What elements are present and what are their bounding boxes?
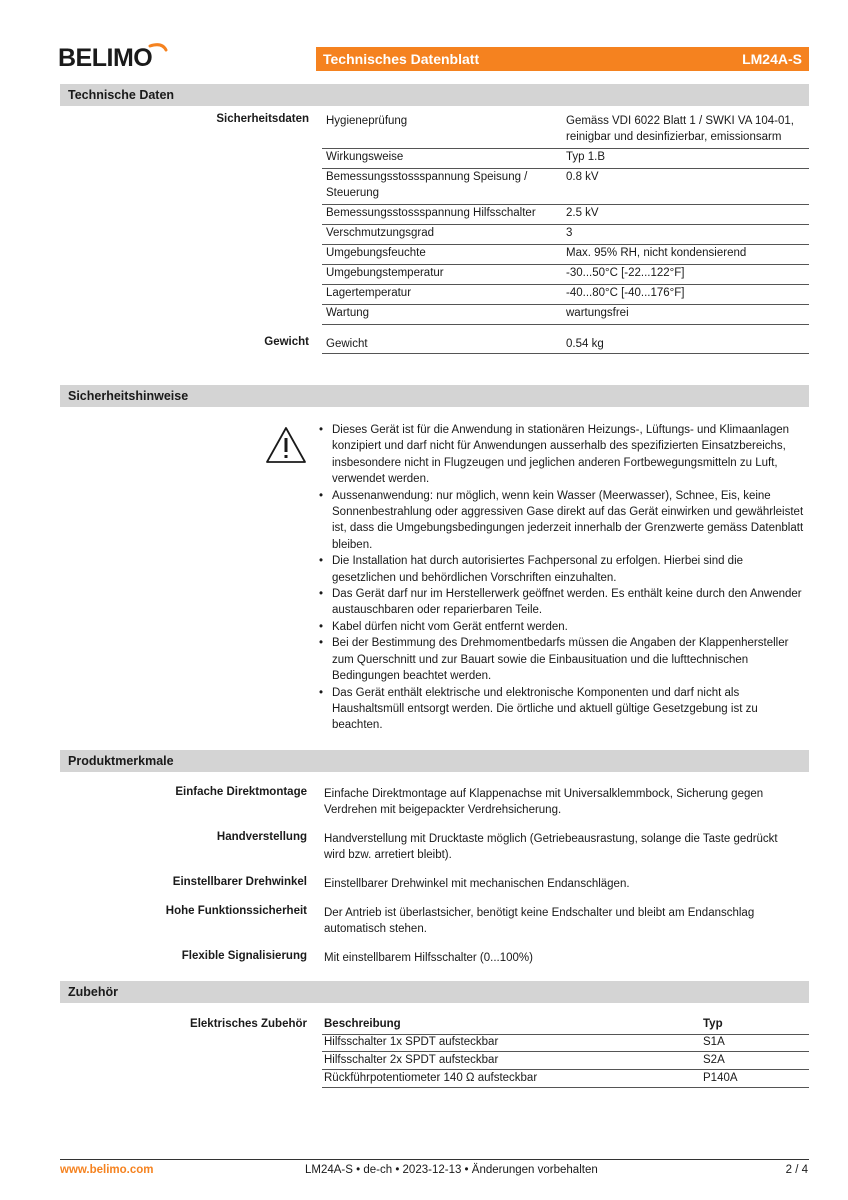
feature-description: Einstellbarer Drehwinkel mit mechanischen Endanschlägen. bbox=[324, 878, 630, 890]
safety-note-item: • Die Installation hat durch autorisiertes Fachpersonal zu erfolgen. Hierbei sind die gesetzlichen und behördlichen Vorschriften einzuhalten. bbox=[318, 553, 808, 586]
technical-data-row bbox=[322, 285, 809, 305]
accessory-type: P140A bbox=[703, 1072, 738, 1084]
technical-data-row bbox=[322, 265, 809, 285]
accessory-description: Hilfsschalter 2x SPDT aufsteckbar bbox=[324, 1054, 499, 1066]
technical-data-key: Bemessungsstossspannung Hilfsschalter bbox=[326, 207, 536, 219]
model-number: LM24A-S bbox=[742, 51, 802, 67]
document-title: Technisches Datenblatt bbox=[323, 51, 480, 67]
safety-note-item: • Aussenanwendung: nur möglich, wenn kein Wasser (Meerwasser), Schnee, Eis, keine Sonnenbestrahlung oder aggressiven Gase direkt auf das Gerät einwirken und gewährleistet ist, dass die Umgebungsbedingungen jederzeit innerhalb der Grenzwerte gemäss Datenblatt bleiben. bbox=[318, 488, 808, 554]
accessory-type: S1A bbox=[703, 1036, 725, 1048]
accessory-description: Hilfsschalter 1x SPDT aufsteckbar bbox=[324, 1036, 499, 1048]
technical-data-key: Umgebungsfeuchte bbox=[326, 247, 426, 259]
accessory-description: Rückführpotentiometer 140 Ω aufsteckbar bbox=[324, 1072, 538, 1084]
accessories-col-description: Beschreibung bbox=[324, 1018, 401, 1030]
feature-description: Handverstellung mit Drucktaste möglich (Getriebeausrastung, solange die Taste gedrückt wird bzw. arretiert bleibt). bbox=[324, 833, 778, 862]
weight-label: Gewicht bbox=[264, 336, 309, 348]
accessories-col-type: Typ bbox=[703, 1018, 723, 1030]
footer-url-link[interactable]: www.belimo.com bbox=[60, 1164, 154, 1176]
document-header-bar bbox=[316, 47, 809, 71]
safety-note-item: • Kabel dürfen nicht vom Gerät entfernt werden. bbox=[318, 619, 808, 635]
brand-name: BELIMO bbox=[58, 44, 153, 72]
accessory-row bbox=[322, 1052, 809, 1070]
safety-data-label: Sicherheitsdaten bbox=[216, 113, 309, 125]
feature-description: Einfache Direktmontage auf Klappenachse mit Universalklemmbock, Sicherung gegen Verdrehen mit beigepackter Verdrehsicherung. bbox=[324, 788, 764, 817]
section-technical-data: Technische Daten bbox=[60, 84, 809, 106]
feature-description: Mit einstellbarem Hilfsschalter (0...100%) bbox=[324, 952, 533, 964]
footer-info: LM24A-S • de-ch • 2023-12-13 • Änderungen vorbehalten bbox=[305, 1164, 598, 1176]
safety-notes-list bbox=[318, 422, 808, 734]
weight-row bbox=[322, 336, 809, 354]
accessory-row bbox=[322, 1070, 809, 1088]
brand-logo bbox=[58, 40, 168, 76]
section-accessories: Zubehör bbox=[60, 981, 809, 1003]
accessory-type: S2A bbox=[703, 1054, 725, 1066]
feature-label: Hohe Funktionssicherheit bbox=[165, 905, 307, 917]
technical-data-key: Umgebungstemperatur bbox=[326, 267, 444, 279]
footer-rule bbox=[60, 1159, 809, 1160]
technical-data-row bbox=[322, 245, 809, 265]
technical-data-row bbox=[322, 149, 809, 169]
technical-data-key: Wirkungsweise bbox=[326, 151, 404, 163]
accessories-table bbox=[322, 1034, 809, 1088]
section-safety-notes: Sicherheitshinweise bbox=[60, 385, 809, 407]
technical-data-value: 3 bbox=[566, 227, 573, 239]
safety-note-item: • Bei der Bestimmung des Drehmomentbedarfs müssen die Angaben der Klappenhersteller zum Querschnitt und zur Bauart sowie die Einbausituation und die lufttechnischen Bedingungen beachtet werden. bbox=[318, 635, 808, 684]
technical-data-key: Hygieneprüfung bbox=[326, 115, 408, 127]
technical-data-row bbox=[322, 225, 809, 245]
weight-value: 0.54 kg bbox=[566, 338, 604, 350]
electrical-accessories-label: Elektrisches Zubehör bbox=[190, 1018, 307, 1030]
technical-data-row bbox=[322, 205, 809, 225]
technical-data-value: Typ 1.B bbox=[566, 151, 605, 163]
technical-data-value: Gemäss VDI 6022 Blatt 1 / SWKI VA 104-01, reinigbar und desinfizierbar, emissionsarm bbox=[566, 115, 794, 143]
warning-triangle-icon bbox=[265, 426, 307, 464]
technical-data-key: Wartung bbox=[326, 307, 370, 319]
feature-label: Einstellbarer Drehwinkel bbox=[172, 876, 307, 888]
feature-label: Handverstellung bbox=[216, 831, 307, 843]
technical-data-row bbox=[322, 169, 809, 205]
feature-description: Der Antrieb ist überlastsicher, benötigt keine Endschalter und bleibt am Endanschlag automatisch stehen. bbox=[324, 907, 755, 936]
feature-label: Einfache Direktmontage bbox=[175, 786, 307, 798]
accessory-row bbox=[322, 1034, 809, 1052]
page-number: 2 / 4 bbox=[785, 1164, 808, 1176]
safety-note-item: • Das Gerät darf nur im Herstellerwerk geöffnet werden. Es enthält keine durch den Anwender austauschbaren oder reparierbaren Teile. bbox=[318, 586, 808, 619]
safety-note-item: • Das Gerät enthält elektrische und elektronische Komponenten und darf nicht als Haushaltsmüll entsorgt werden. Die örtliche und aktuell gültige Gesetzgebung ist zu beachten. bbox=[318, 685, 808, 734]
technical-data-key: Bemessungsstossspannung Speisung / Steuerung bbox=[326, 171, 528, 199]
technical-data-key: Verschmutzungsgrad bbox=[326, 227, 435, 239]
technical-data-value: -30...50°C [-22...122°F] bbox=[566, 267, 685, 279]
technical-data-key: Lagertemperatur bbox=[326, 287, 412, 299]
safety-note-item: • Dieses Gerät ist für die Anwendung in stationären Heizungs-, Lüftungs- und Klimaanlagen konzipiert und darf nicht für Anwendungen ausserhalb des spezifizierten Einsatzbereichs, insbesondere nicht in Flugzeugen und jeglichen anderen Fortbewegungsmitteln zu Luft, verwendet werden. bbox=[318, 422, 808, 488]
technical-data-row bbox=[322, 305, 809, 325]
technical-data-value: wartungsfrei bbox=[566, 307, 629, 319]
section-product-features: Produktmerkmale bbox=[60, 750, 809, 772]
technical-data-value: Max. 95% RH, nicht kondensierend bbox=[566, 247, 747, 259]
technical-data-value: -40...80°C [-40...176°F] bbox=[566, 287, 685, 299]
weight-key: Gewicht bbox=[326, 338, 368, 350]
technical-data-value: 0.8 kV bbox=[566, 171, 599, 183]
technical-data-row bbox=[322, 113, 809, 149]
technical-data-value: 2.5 kV bbox=[566, 207, 599, 219]
feature-label: Flexible Signalisierung bbox=[181, 950, 307, 962]
